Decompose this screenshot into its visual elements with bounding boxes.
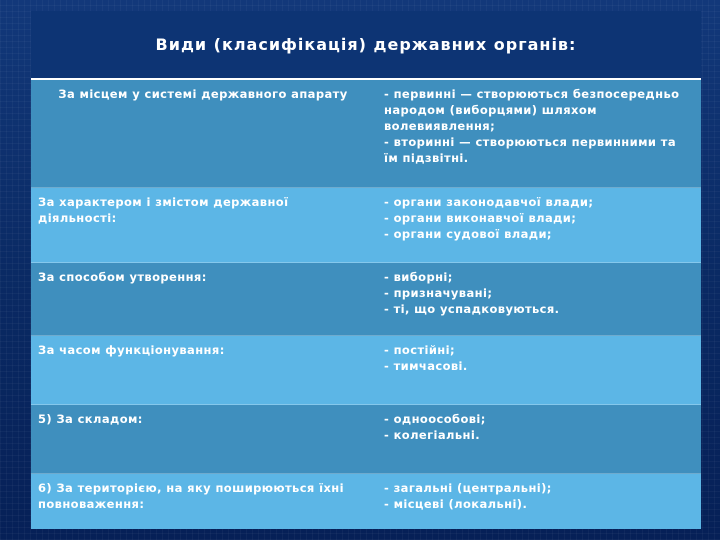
table-header — [31, 11, 701, 80]
type-item: - колегіальні. — [384, 428, 480, 442]
table-row — [31, 474, 701, 529]
type-item: - виборні; — [384, 270, 453, 284]
table-row — [31, 405, 701, 474]
table-row — [31, 80, 701, 188]
type-item: - загальні (центральні); — [384, 481, 552, 495]
type-item: - первинні — створюються безпосередньо народом (виборцями) шляхом волевиявлення; — [384, 87, 680, 133]
type-item: - органи виконавчої влади; — [384, 211, 577, 225]
type-item: - призначувані; — [384, 286, 493, 300]
type-item: - ті, що успадковуються. — [384, 302, 560, 316]
types-cell — [376, 188, 701, 262]
types-cell — [376, 263, 701, 335]
criterion-cell: 5) За складом: — [38, 412, 143, 426]
types-cell — [376, 336, 701, 404]
type-item: - постійні; — [384, 343, 455, 357]
table-title: Види (класифікація) державних органів: — [155, 35, 577, 54]
criterion-cell: За часом функціонування: — [38, 343, 225, 357]
type-item: - органи судової влади; — [384, 227, 552, 241]
criterion-cell: За місцем у системі державного апарату — [58, 87, 348, 101]
type-item: - тимчасові. — [384, 359, 468, 373]
table-row — [31, 263, 701, 336]
types-cell — [376, 474, 701, 529]
table-row — [31, 188, 701, 263]
types-cell — [376, 80, 701, 187]
classification-table — [31, 11, 701, 529]
type-item: - органи законодавчої влади; — [384, 195, 594, 209]
type-item: - місцеві (локальні). — [384, 497, 528, 511]
criterion-cell: За характером і змістом державної діяльності: — [38, 195, 289, 225]
table-row — [31, 336, 701, 405]
criterion-cell: 6) За територією, на яку поширюються їхні повноваження: — [38, 481, 344, 511]
type-item: - одноособові; — [384, 412, 486, 426]
types-cell — [376, 405, 701, 473]
type-item: - вторинні — створюються первинними та їм підзвітні. — [384, 135, 676, 165]
criterion-cell: За способом утворення: — [38, 270, 207, 284]
